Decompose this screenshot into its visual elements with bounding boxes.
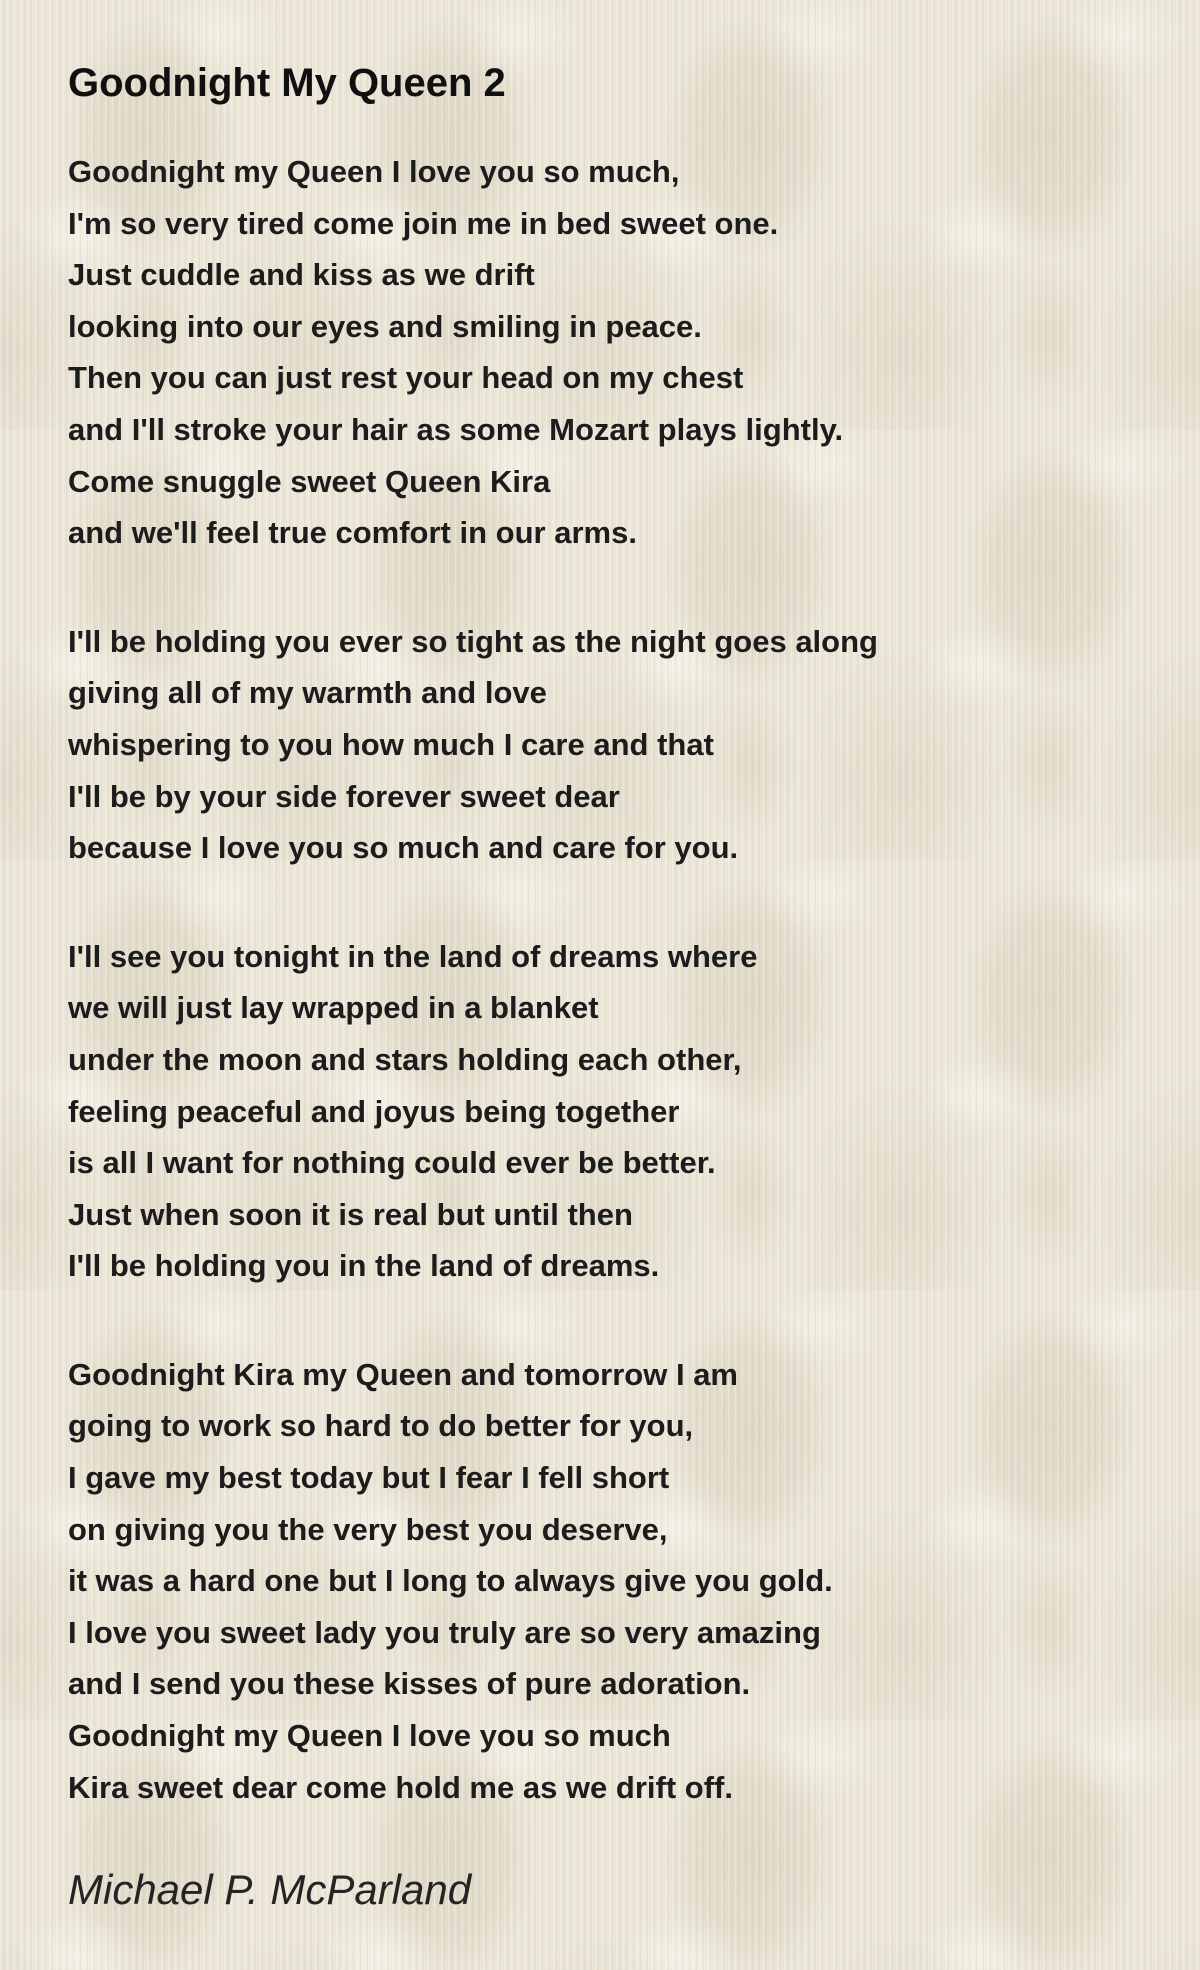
poem-line: looking into our eyes and smiling in peace.: [68, 308, 702, 344]
stanza-2: [68, 616, 1142, 874]
poem-line: I'll be by your side forever sweet dear: [68, 778, 620, 814]
poem-line: I'll see you tonight in the land of dreams where: [68, 938, 758, 974]
stanza-4: [68, 1349, 1142, 1813]
poem-line: under the moon and stars holding each other,: [68, 1041, 742, 1077]
poem-line: whispering to you how much I care and that: [68, 726, 714, 762]
poem-line: and I'll stroke your hair as some Mozart plays lightly.: [68, 411, 844, 447]
poem-line: Just cuddle and kiss as we drift: [68, 257, 535, 293]
poem-line: is all I want for nothing could ever be better.: [68, 1145, 716, 1181]
poem-line: I'll be holding you ever so tight as the night goes along: [68, 623, 878, 659]
poem-line: I'm so very tired come join me in bed sweet one.: [68, 205, 779, 241]
poem-line: and we'll feel true comfort in our arms.: [68, 515, 637, 551]
poem-author: Michael P. McParland: [68, 1866, 472, 1914]
poem-line: I love you sweet lady you truly are so very amazing: [68, 1614, 821, 1650]
stanza-3: [68, 931, 1142, 1292]
poem-line: Then you can just rest your head on my chest: [68, 360, 744, 396]
poem-line: Come snuggle sweet Queen Kira: [68, 463, 551, 499]
stanza-1: [68, 146, 1142, 559]
poem-line: feeling peaceful and joyus being together: [68, 1093, 680, 1129]
poem-line: and I send you these kisses of pure adoration.: [68, 1666, 751, 1702]
poem-line: Just when soon it is real but until then: [68, 1196, 633, 1232]
poem-line: I gave my best today but I fear I fell short: [68, 1460, 670, 1496]
poem-line: Goodnight Kira my Queen and tomorrow I am: [68, 1356, 738, 1392]
poem-line: we will just lay wrapped in a blanket: [68, 990, 599, 1026]
poem-line: giving all of my warmth and love: [68, 675, 547, 711]
poem-title: Goodnight My Queen 2: [68, 61, 506, 105]
poem-body: [68, 146, 1142, 1813]
poem-line: Goodnight my Queen I love you so much: [68, 1718, 671, 1754]
poem-line: Kira sweet dear come hold me as we drift off.: [68, 1769, 733, 1805]
poem-line: because I love you so much and care for you.: [68, 830, 739, 866]
poem-line: it was a hard one but I long to always give you gold.: [68, 1563, 833, 1599]
poem-line: I'll be holding you in the land of dreams.: [68, 1248, 660, 1284]
poem-line: going to work so hard to do better for you,: [68, 1408, 694, 1444]
poem-line: Goodnight my Queen I love you so much,: [68, 154, 680, 189]
poem-line: on giving you the very best you deserve,: [68, 1511, 668, 1547]
